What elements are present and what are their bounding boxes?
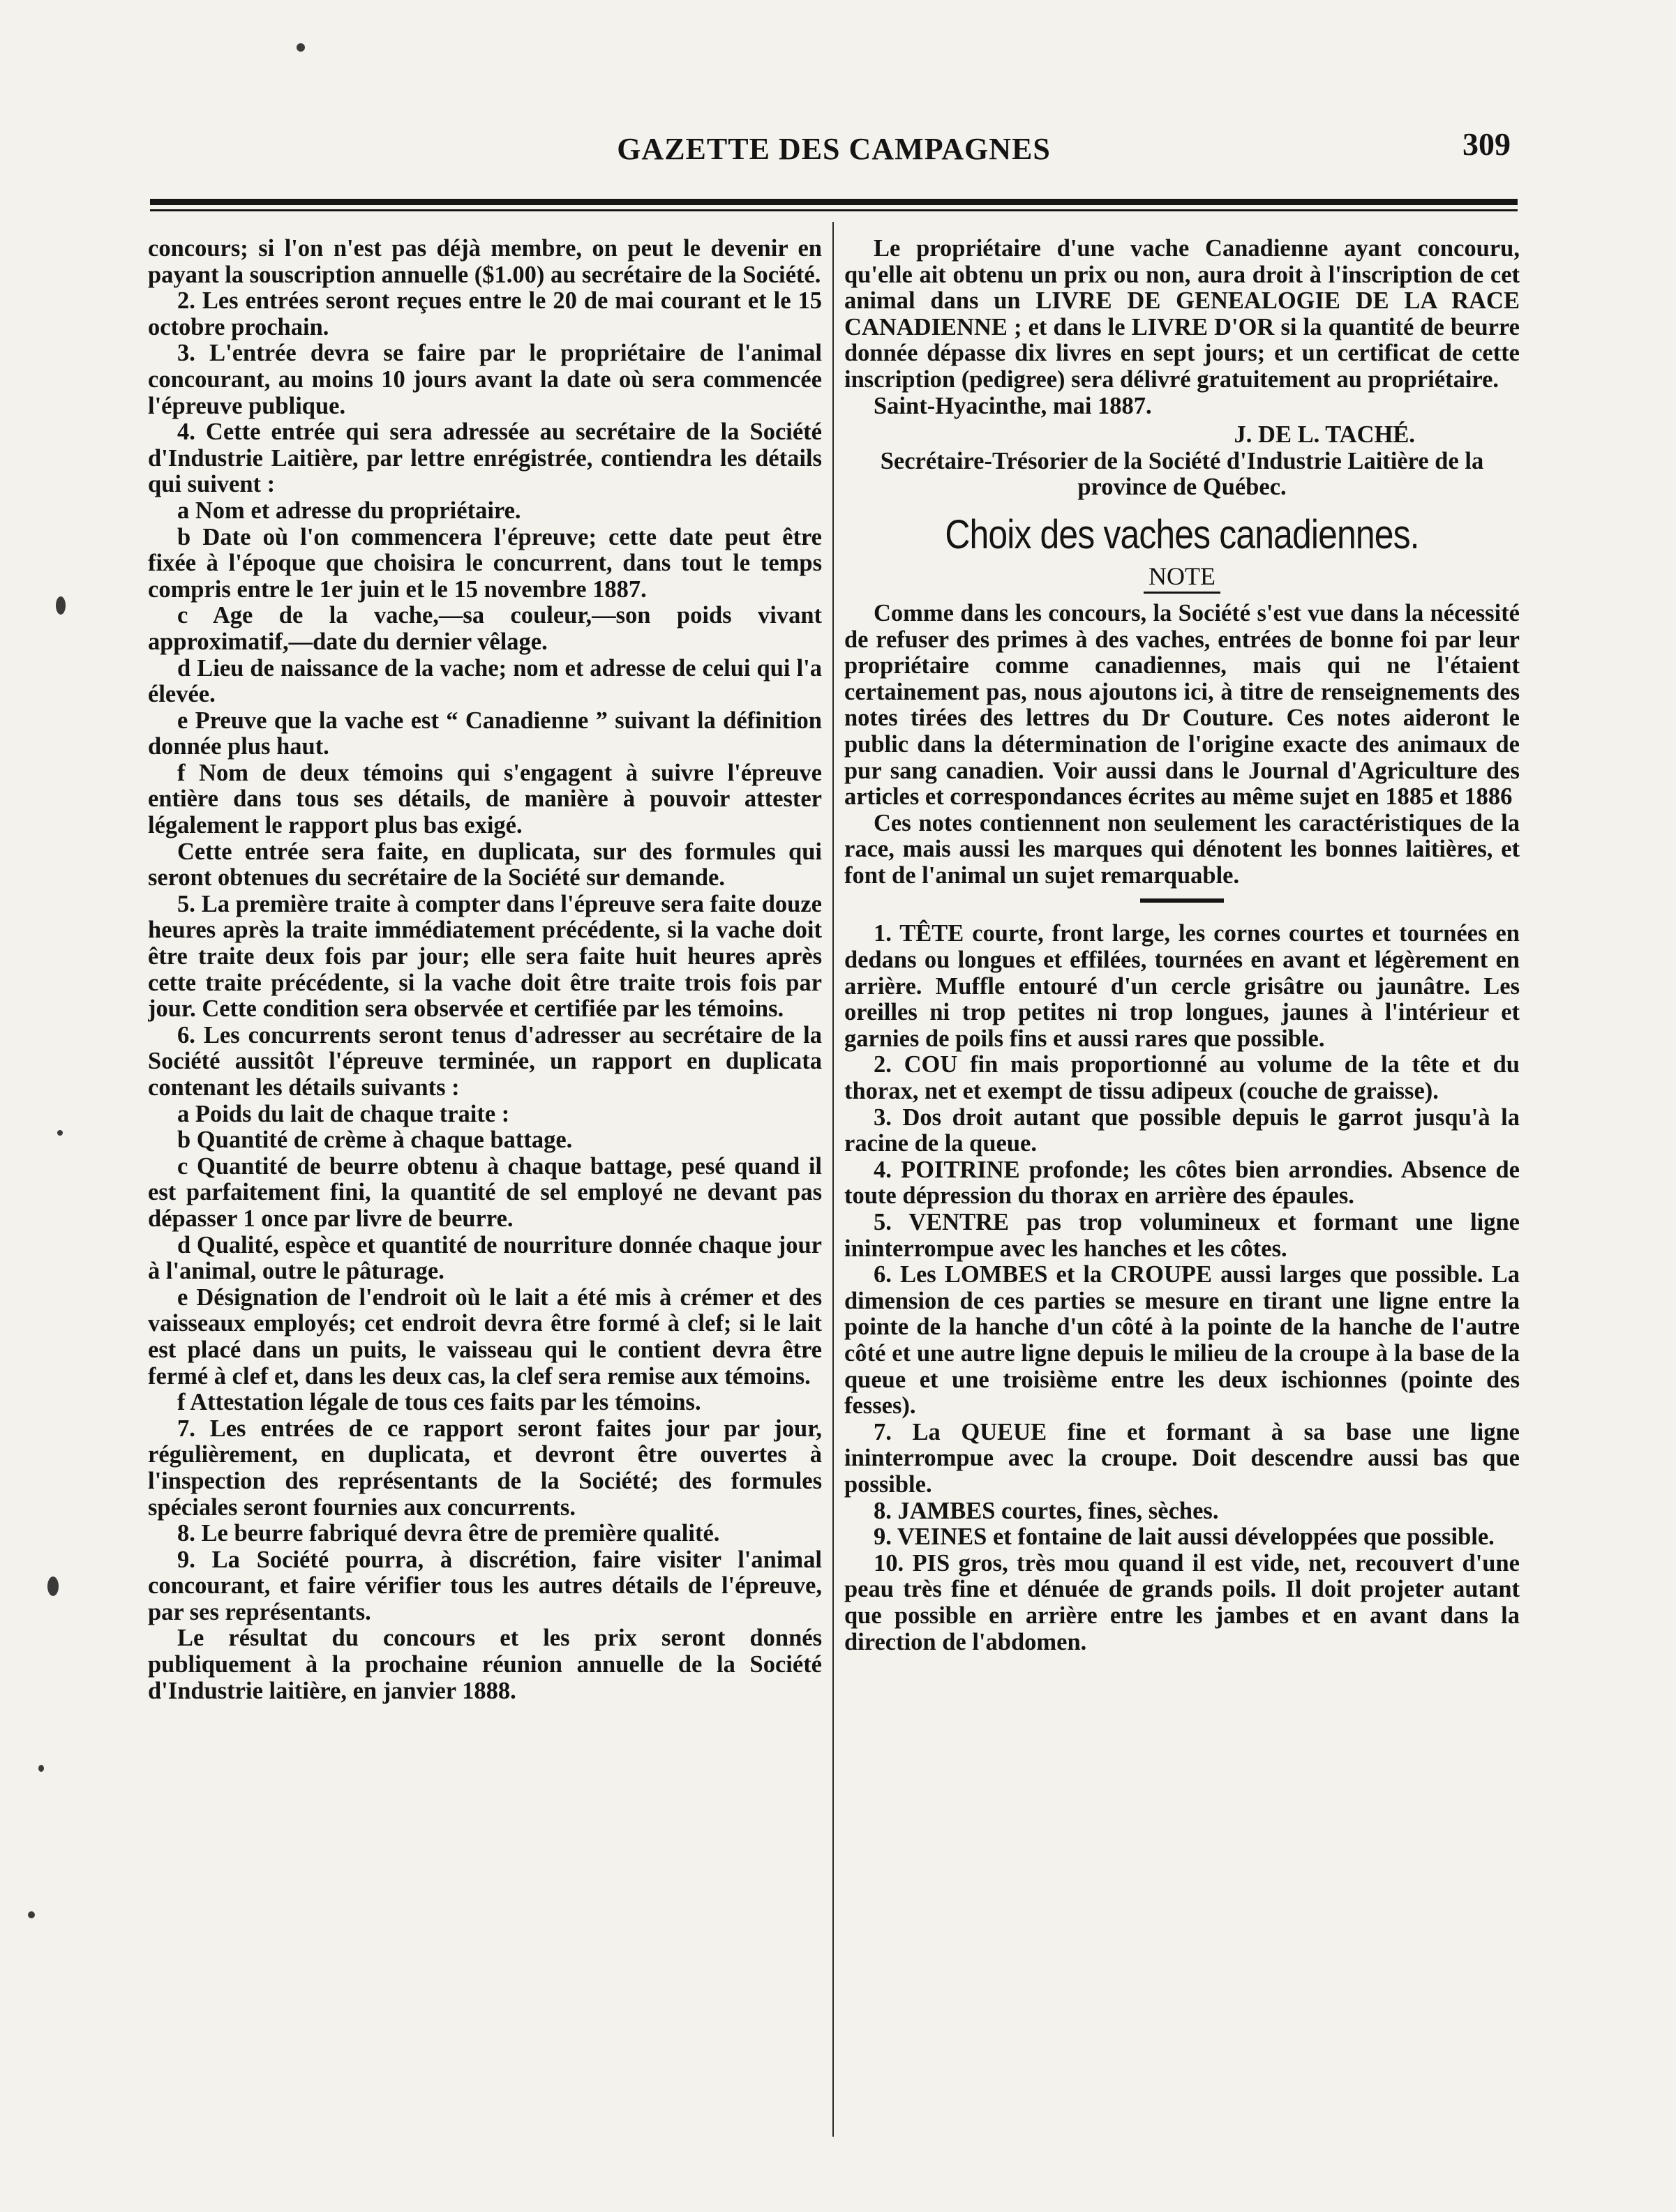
left-paragraph: c Age de la vache,—sa couleur,—son poids vivant approximatif,—date du dernier vêlage.	[148, 602, 822, 655]
header-rule-thick	[150, 199, 1518, 205]
point-item: 2. COU fin mais proportionné au volume de la tête et du thorax, net et exempt de tissu adipeux (couche de graisse).	[844, 1051, 1520, 1105]
header-rule-thin	[150, 209, 1518, 211]
ink-speck	[28, 1911, 35, 1918]
left-paragraph: c Quantité de beurre obtenu à chaque battage, pesé quand il est parfaitement fini, la quantité de sel employé ne devant pas dépasser 1 once par livre de beurre.	[148, 1152, 822, 1232]
left-paragraph: e Preuve que la vache est “ Canadienne ” suivant la définition donnée plus haut.	[148, 707, 822, 760]
left-column	[148, 236, 822, 2133]
left-paragraph: 3. L'entrée devra se faire par le propriétaire de l'animal concourant, au moins 10 jours avant la date où sera commencée l'épreuve publique.	[148, 340, 822, 419]
left-paragraph: 7. Les entrées de ce rapport seront faites jour par jour, régulièrement, en duplicata, et devront être ouvertes à l'inspection des représentants de la Société; des formules spéciales seront fournies aux concurrents.	[148, 1415, 822, 1521]
point-item: 9. VEINES et fontaine de lait aussi développées que possible.	[874, 1523, 1495, 1551]
left-paragraph: 9. La Société pourra, à discrétion, faire visiter l'animal concourant, et faire vérifier tous les autres détails de l'épreuve, par ses représentants.	[148, 1546, 822, 1625]
ink-speck	[38, 1765, 44, 1772]
ink-speck	[47, 1577, 59, 1596]
column-divider	[832, 222, 834, 2137]
point-item: 6. Les LOMBES et la CROUPE aussi larges que possible. La dimension de ces parties se mesure en tirant une ligne entre la pointe de la hanche d'un côté à la pointe de la hanche de l'autre côté et une autre ligne depuis le milieu de la croupe à la base de la queue et une troisième entre les deux ischionnes (pointe des fesses).	[844, 1261, 1520, 1420]
left-paragraph: a Nom et adresse du propriétaire.	[177, 497, 521, 524]
left-paragraph: e Désignation de l'endroit où le lait a été mis à crémer et des vaisseaux employés; cet endroit devra être formé à clef; si le lait est placé dans un puits, le vaisseau qui le contient devra être fermé à clef et, dans les deux cas, la clef sera remise aux témoins.	[148, 1284, 822, 1390]
point-item: 8. JAMBES courtes, fines, sèches.	[874, 1497, 1219, 1524]
left-paragraph: d Qualité, espèce et quantité de nourriture donnée chaque jour à l'animal, outre le pâturage.	[148, 1231, 822, 1285]
left-paragraph: d Lieu de naissance de la vache; nom et adresse de celui qui l'a élevée.	[148, 654, 822, 708]
page-header	[150, 126, 1518, 174]
left-paragraph: 8. Le beurre fabriqué devra être de première qualité.	[177, 1520, 720, 1547]
place-date: Saint-Hyacinthe, mai 1887.	[874, 392, 1152, 419]
note-paragraph: Comme dans les concours, la Société s'est vue dans la nécessité de refuser des primes à des vaches, entrées de bonne foi par leur propriétaire comme canadiennes, mais qui ne l'étaient certainement pas, nous ajoutons ici, à titre de renseignements des notes tirées des lettres du Dr Couture. Ces notes aideront le public dans la détermination de l'origine exacte des animaux de pur sang canadien. Voir aussi dans le Journal d'Agriculture des articles et correspondances écrites au même sujet en 1885 et 1886	[844, 599, 1520, 811]
point-item: 10. PIS gros, très mou quand il est vide, net, recouvert d'une peau très fine et dénuée de grands poils. Il doit projeter autant que possible en arrière entre les jambes et en avant dans la direction de l'abdomen.	[844, 1549, 1520, 1655]
left-paragraph: 4. Cette entrée qui sera adressée au secrétaire de la Société d'Industrie Laitière, par lettre enrégistrée, contiendra les détails qui suivent :	[148, 419, 822, 498]
left-paragraph: f Nom de deux témoins qui s'engagent à suivre l'épreuve entière dans tous ses détails, de manière à pouvoir attester légalement le rapport plus bas exigé.	[148, 759, 822, 839]
left-paragraph: concours; si l'on n'est pas déjà membre, on peut le devenir en payant la souscription annuelle ($1.00) au secrétaire de la Société.	[148, 236, 822, 288]
ink-speck	[56, 596, 66, 615]
left-paragraph: 6. Les concurrents seront tenus d'adresser au secrétaire de la Société aussitôt l'épreuve terminée, un rapport en duplicata contenant les détails suivants :	[148, 1021, 822, 1101]
point-item: 7. La QUEUE fine et formant à sa base une ligne ininterrompue avec la croupe. Doit descendre aussi bas que possible.	[844, 1418, 1520, 1498]
point-item: 4. POITRINE profonde; les côtes bien arrondies. Absence de toute dépression du thorax en arrière des épaules.	[844, 1156, 1520, 1210]
right-column	[844, 236, 1520, 2133]
ink-speck	[297, 43, 305, 52]
left-paragraph: 5. La première traite à compter dans l'épreuve sera faite douze heures après la traite immédiatement précédente, si la vache doit être traite deux fois par jour; elle sera faite huit heures après cette traite précédente, si la vache doit être traite trois fois par jour. Cette condition sera observée et certifiée par les témoins.	[148, 890, 822, 1023]
note-title: NOTE	[1148, 562, 1215, 590]
running-title: GAZETTE DES CAMPAGNES	[617, 132, 1051, 166]
note-title-rule	[1144, 592, 1220, 594]
point-item: 1. TÊTE courte, front large, les cornes courtes et tournées en dedans ou longues et effilées, tournées en avant et légèrement en arrière. Muffle entouré d'un cercle grisâtre ou jaunâtre. Les oreilles ni trop petites ni trop longues, jaunes à l'intérieur et garnies de poils fins et aussi rares que possible.	[844, 920, 1520, 1052]
left-paragraph: b Quantité de crème à chaque battage.	[177, 1127, 573, 1154]
page-number: 309	[1462, 126, 1511, 162]
note-paragraph: Ces notes contiennent non seulement les caractéristiques de la race, mais aussi les marques qui dénotent les bonnes laitières, et font de l'animal un sujet remarquable.	[844, 809, 1520, 889]
ink-speck	[57, 1130, 63, 1136]
right-intro-paragraph: Le propriétaire d'une vache Canadienne ayant concouru, qu'elle ait obtenu un prix ou non, aura droit à l'inscription de cet animal dans un LIVRE DE GENEALOGIE DE LA RACE CANADIENNE ; et dans le LIVRE D'OR si la quantité de beurre donnée dépasse dix livres en sept jours; et un certificat de cette inscription (pedigree) sera délivré gratuitement au propriétaire.	[844, 236, 1520, 393]
section-title: Choix des vaches canadiennes.	[945, 511, 1419, 557]
left-paragraph: Cette entrée sera faite, en duplicata, sur des formules qui seront obtenues du secrétaire de la Société sur demande.	[148, 838, 822, 891]
left-paragraph: f Attestation légale de tous ces faits par les témoins.	[177, 1389, 701, 1416]
left-paragraph: a Poids du lait de chaque traite :	[177, 1100, 510, 1127]
left-paragraph: 2. Les entrées seront reçues entre le 20 de mai courant et le 15 octobre prochain.	[148, 287, 822, 340]
signature-title: Secrétaire-Trésorier de la Société d'Industrie Laitière de la province de Québec.	[880, 447, 1484, 501]
left-paragraph: b Date où l'on commencera l'épreuve; cette date peut être fixée à l'époque que choisira le concurrent, dans tout le temps compris entre le 1er juin et le 15 novembre 1887.	[148, 523, 822, 603]
signature: J. DE L. TACHÉ.	[1234, 421, 1415, 449]
point-item: 5. VENTRE pas trop volumineux et formant une ligne ininterrompue avec les hanches et les côtes.	[844, 1209, 1520, 1262]
point-item: 3. Dos droit autant que possible depuis le garrot jusqu'à la racine de la queue.	[844, 1104, 1520, 1157]
section-separator	[1140, 898, 1224, 903]
left-paragraph: Le résultat du concours et les prix seront donnés publiquement à la prochaine réunion annuelle de la Société d'Industrie laitière, en janvier 1888.	[148, 1625, 822, 1704]
